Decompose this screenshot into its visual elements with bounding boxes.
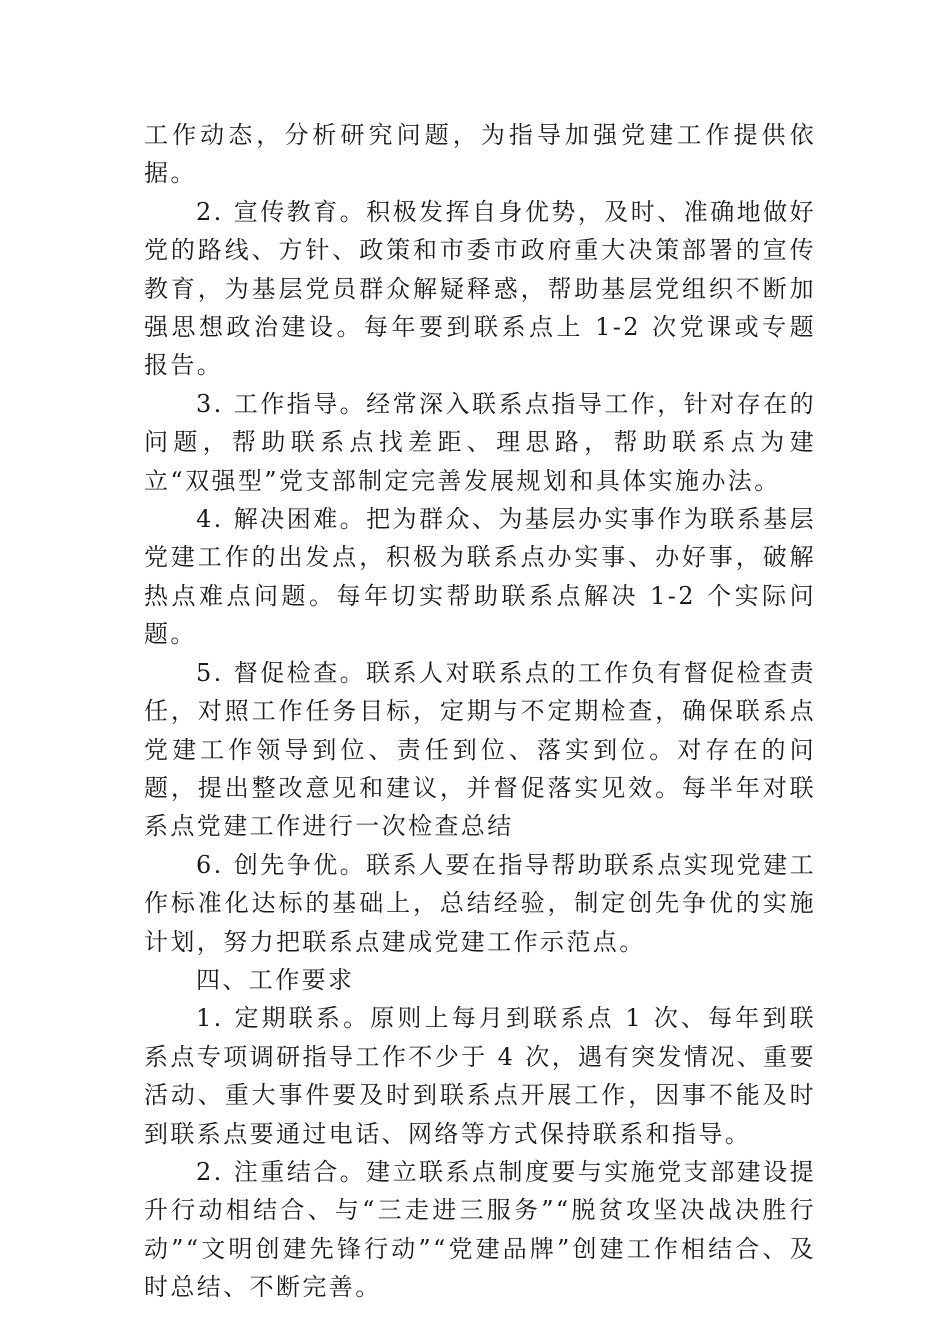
paragraph-item-work-guidance: 3. 工作指导。经常深入联系点指导工作，针对存在的问题，帮助联系点找差距、理思路，帮助联系点为建立“双强型”党支部制定完善发展规划和具体实施办法。 [144,389,816,495]
section-heading-work-requirements: 四、工作要求 [196,965,355,994]
paragraph-item-strive-excellence: 6. 创先争优。联系人要在指导帮助联系点实现党建工作标准化达标的基础上，总结经验，制定创先争优的实施计划，努力把联系点建成党建工作示范点。 [144,850,816,956]
document-body [144,116,816,1307]
paragraph-item-combination: 2. 注重结合。建立联系点制度要与实施党支部建设提升行动相结合、与“三走进三服务”“脱贫攻坚决战决胜行动”“文明创建先锋行动”“党建品牌”创建工作相结合、及时总结、不断完善。 [144,1157,816,1302]
paragraph-item-regular-contact: 1. 定期联系。原则上每月到联系点 1 次、每年到联系点专项调研指导工作不少于 4 次，遇有突发情况、重要活动、重大事件要及时到联系点开展工作，因事不能及时到联系点要通过电话、网络等方式保持联系和指导。 [144,1004,816,1148]
paragraph-item-publicity-education: 2. 宣传教育。积极发挥自身优势，及时、准确地做好党的路线、方针、政策和市委市政府重大决策部署的宣传教育，为基层党员群众解疑释惑，帮助基层党组织不断加强思想政治建设。每年要到联系点上 1-2 次党课或专题报告。 [144,197,816,380]
paragraph-item-supervision-inspection: 5. 督促检查。联系人对联系点的工作负有督促检查责任，对照工作任务目标，定期与不定期检查，确保联系点党建工作领导到位、责任到位、落实到位。对存在的问题，提出整改意见和建议，并督促落实见效。每半年对联系点党建工作进行一次检查总结 [144,658,816,841]
paragraph-item-solve-difficulties: 4. 解决困难。把为群众、为基层办实事作为联系基层党建工作的出发点，积极为联系点办实事、办好事，破解热点难点问题。每年切实帮助联系点解决 1-2 个实际问题。 [144,505,816,649]
paragraph-continuation: 工作动态，分析研究问题，为指导加强党建工作提供依据。 [144,121,816,188]
